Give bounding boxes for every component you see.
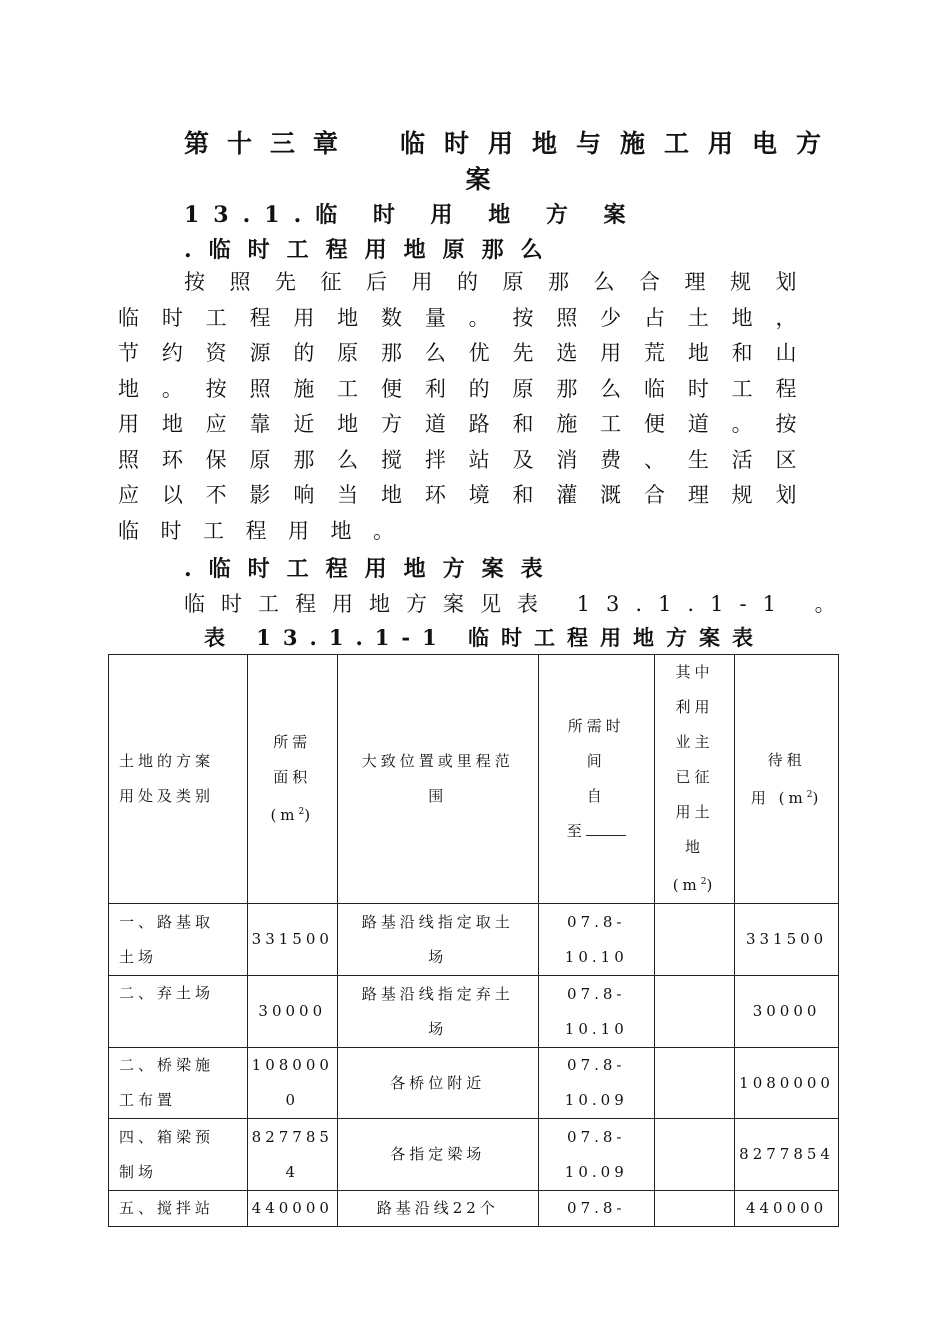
table-row: [109, 1048, 839, 1119]
header-category: 土地的方案 用处及类别: [109, 655, 248, 904]
cell-time: 07.8- 10.10: [538, 976, 654, 1048]
header-requisitioned: 其中 利用 业主 已征 用土 地 $(m^2)$: [654, 655, 734, 904]
underline-blank: [586, 821, 626, 836]
table-row: [109, 1191, 839, 1227]
cell-category: 一、路基取 土场: [109, 904, 248, 976]
header-time: 所需时 间 自 至: [538, 655, 654, 904]
table-reference-text: 临时工程用地方案见表 13.1.1-1 。: [184, 592, 852, 616]
cell-time: 07.8-: [538, 1191, 654, 1227]
cell-category: 二、桥梁施 工布置: [109, 1048, 248, 1119]
table-caption: 表 13.1.1-1 临时工程用地方案表: [204, 625, 766, 650]
cell-requisitioned: [654, 904, 734, 976]
cell-location: 各指定梁场: [337, 1119, 538, 1191]
cell-requisitioned: [654, 976, 734, 1048]
chapter-title-text: 临时用地与施工用电方: [400, 129, 841, 158]
cell-location: 路基沿线指定弃土 场: [337, 976, 538, 1048]
chapter-title-continuation: 案: [465, 165, 491, 194]
cell-location: 各桥位附近: [337, 1048, 538, 1119]
cell-to-rent: 331500: [735, 904, 839, 976]
cell-area: 827785 4: [247, 1119, 337, 1191]
cell-requisitioned: [654, 1191, 734, 1227]
cell-area: 108000 0: [247, 1048, 337, 1119]
header-location: 大致位置或里程范 围: [337, 655, 538, 904]
subsection-heading-principles: .临时工程用地原那么: [184, 237, 560, 263]
cell-category: 五、搅拌站: [109, 1191, 248, 1227]
table-row: [109, 904, 839, 976]
land-use-table: [108, 654, 839, 1227]
cell-requisitioned: [654, 1119, 734, 1191]
principles-paragraph: 按照先征后用的原那么合理规划临时工程用地数量。按照少占土地，节约资源的原那么优先选用荒地和山地。按照施工便利的原那么临时工程用地应靠近地方道路和施工便道。按照环保原那么搅拌站及消费、生活区应以不影响当地环境和灌溉合理规划临时工程用地。: [118, 270, 818, 543]
cell-to-rent: 30000: [735, 976, 839, 1048]
cell-time: 07.8- 10.09: [538, 1048, 654, 1119]
cell-time: 07.8- 10.10: [538, 904, 654, 976]
table-row: [109, 1119, 839, 1191]
table-header-row: [109, 655, 839, 904]
cell-area: 30000: [247, 976, 337, 1048]
section-heading: 13.1.临 时 用 地 方 案: [184, 202, 640, 228]
cell-area: 331500: [247, 904, 337, 976]
cell-area: 440000: [247, 1191, 337, 1227]
cell-time: 07.8- 10.09: [538, 1119, 654, 1191]
cell-requisitioned: [654, 1048, 734, 1119]
header-to-rent: 待租 用 $(m^2)$: [735, 655, 839, 904]
chapter-number: 第十三章: [184, 129, 357, 158]
table-row: [109, 976, 839, 1048]
cell-to-rent: 440000: [735, 1191, 839, 1227]
cell-category: 二、弃土场: [109, 976, 248, 1048]
cell-to-rent: 8277854: [735, 1119, 839, 1191]
cell-location: 路基沿线22个: [337, 1191, 538, 1227]
cell-category: 四、箱梁预 制场: [109, 1119, 248, 1191]
subsection-heading-plan-table: .临时工程用地方案表: [184, 556, 560, 582]
header-area: 所需 面积 $(m^2)$: [247, 655, 337, 904]
cell-to-rent: 1080000: [735, 1048, 839, 1119]
cell-location: 路基沿线指定取土 场: [337, 904, 538, 976]
